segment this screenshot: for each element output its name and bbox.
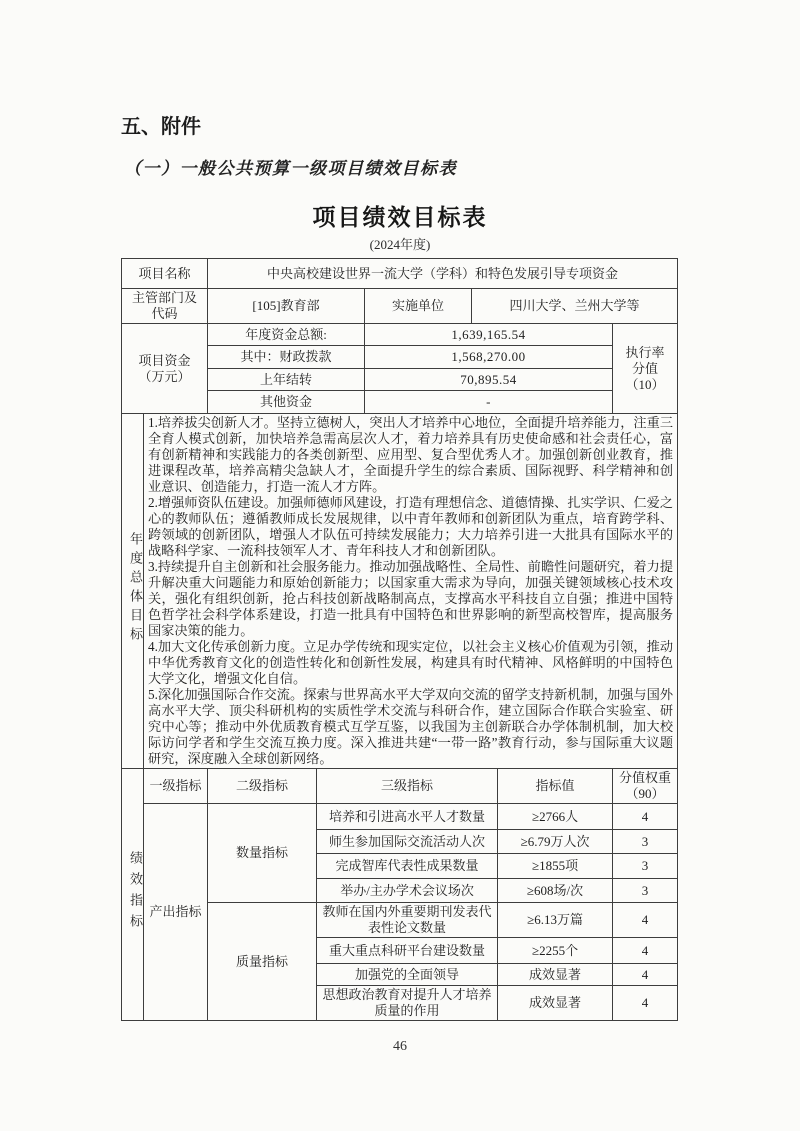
- indicator-name: 加强党的全面领导: [317, 964, 498, 986]
- indicator-value: 成效显著: [498, 986, 613, 1021]
- indicator-weight: 3: [613, 879, 678, 903]
- indicator-name: 培养和引进高水平人才数量: [317, 804, 498, 830]
- indicator-value: ≥6.13万篇: [498, 903, 613, 938]
- indicator-value: ≥608场/次: [498, 879, 613, 903]
- funds-carryover-label: 上年结转: [208, 369, 365, 391]
- funds-carryover-value: 70,895.54: [365, 369, 613, 391]
- indicator-weight: 4: [613, 903, 678, 938]
- funds-fiscal-label: 其中：财政拨款: [208, 346, 365, 369]
- funds-total-value: 1,639,165.54: [365, 324, 613, 346]
- funds-fiscal-value: 1,568,270.00: [365, 346, 613, 369]
- table-title: 项目绩效目标表: [312, 204, 488, 230]
- annual-goal-text: [144, 414, 678, 769]
- table-year: (2024年度): [369, 237, 431, 252]
- department-value: [105]教育部: [208, 289, 365, 324]
- funds-row-total: [122, 324, 678, 346]
- level1-output: 产出指标: [144, 804, 208, 1021]
- indicator-weight: 4: [613, 938, 678, 964]
- header-level2: 二级指标: [208, 769, 317, 804]
- department-row: [122, 289, 678, 324]
- department-label: 主管部门及代码: [122, 289, 208, 324]
- indicators-label: 绩效指标: [122, 769, 144, 1021]
- indicator-weight: 4: [613, 986, 678, 1021]
- indicator-name: 师生参加国际交流活动人次: [317, 830, 498, 854]
- performance-target-table: [121, 258, 678, 1021]
- indicator-name: 教师在国内外重要期刊发表代表性论文数量: [317, 903, 498, 938]
- indicator-value: ≥1855项: [498, 854, 613, 879]
- project-name-value: 中央高校建设世界一流大学（学科）和特色发展引导专项资金: [208, 259, 678, 289]
- goal-paragraph: 5.深化加强国际合作交流。探索与世界高水平大学双向交流的留学支持新机制，加强与国外高水平大学、顶尖科研机构的实质性学术交流与科研合作，建立国际合作联合实验室、研究中心等；推动中外优质教育模式互学互鉴，以我国为主创新联合办学体制机制，加大校际访问学者和学生交流互换力度。深入推进共建“一带一路”教育行动，参与国际重大议题研究，深度融入全球创新网络。: [148, 687, 674, 766]
- implement-unit-label: 实施单位: [365, 289, 472, 324]
- indicator-name: 举办/主办学术会议场次: [317, 879, 498, 903]
- goal-paragraph: 3.持续提升自主创新和社会服务能力。推动加强战略性、全局性、前瞻性问题研究，着力提升解决重大问题能力和原始创新能力；以国家重大需求为导向，加强关键领域核心技术攻关，强化有组织创新，抢占科技创新战略制高点，支撑高水平科技自立自强；推进中国特色哲学社会科学体系建设，打造一批具有中国特色和世界影响的新型高校智库，提高服务国家决策的能力。: [148, 559, 674, 638]
- header-value: 指标值: [498, 769, 613, 804]
- indicator-weight: 3: [613, 830, 678, 854]
- project-name-label: 项目名称: [122, 259, 208, 289]
- section-heading: 五、附件: [121, 116, 201, 138]
- implement-unit-value: 四川大学、兰州大学等: [472, 289, 678, 324]
- execution-rate-score: 执行率 分值（10）: [613, 324, 678, 414]
- level2-quantity: 数量指标: [208, 804, 317, 903]
- header-weight: 分值权重 （90）: [613, 769, 678, 804]
- annual-goal-row: [122, 414, 678, 769]
- funds-other-label: 其他资金: [208, 391, 365, 414]
- indicator-row: [122, 804, 678, 830]
- indicator-name: 完成智库代表性成果数量: [317, 854, 498, 879]
- indicator-name: 重大重点科研平台建设数量: [317, 938, 498, 964]
- goal-paragraph: 1.培养拔尖创新人才。坚持立德树人，突出人才培养中心地位，全面提升培养能力，注重三全育人模式创新，加快培养急需高层次人才，着力培养具有历史使命感和社会责任心，富有创新精神和实践能力的各类创新型、应用型、复合型优秀人才。加强创新创业教育，推进课程改革，培养高精尖急缺人才，全面提升学生的综合素质、国际视野、科学精神和创业意识、创造能力，打造一流人才方阵。: [148, 415, 674, 494]
- funds-total-label: 年度资金总额:: [208, 324, 365, 346]
- header-level1: 一级指标: [144, 769, 208, 804]
- header-level3: 三级指标: [317, 769, 498, 804]
- project-name-row: [122, 259, 678, 289]
- page-number: 46: [393, 1039, 407, 1054]
- indicator-value: ≥2255个: [498, 938, 613, 964]
- indicator-weight: 4: [613, 804, 678, 830]
- goal-paragraph: 2.增强师资队伍建设。加强师德师风建设，打造有理想信念、道德情操、扎实学识、仁爱之心的教师队伍；遵循教师成长发展规律，以中青年教师和创新团队为重点，培育跨学科、跨领域的创新团队，增强人才队伍可持续发展能力；大力培养引进一大批具有国际水平的战略科学家、一流科技领军人才、青年科技人才和创新团队。: [148, 495, 674, 558]
- indicator-weight: 3: [613, 854, 678, 879]
- goal-paragraph: 4.加大文化传承创新力度。立足办学传统和现实定位，以社会主义核心价值观为引领，推动中华优秀教育文化的创造性转化和创新性发展，构建具有时代精神、风格鲜明的中国特色大学文化，增强文化自信。: [148, 639, 674, 686]
- indicator-value: 成效显著: [498, 964, 613, 986]
- funds-label: 项目资金 （万元）: [122, 324, 208, 414]
- level2-quality: 质量指标: [208, 903, 317, 1021]
- indicator-value: ≥2766人: [498, 804, 613, 830]
- annual-goal-label: 年度总体目标: [122, 414, 144, 769]
- subsection-heading: （一）一般公共预算一级项目绩效目标表: [124, 159, 457, 178]
- indicator-weight: 4: [613, 964, 678, 986]
- indicator-header-row: [122, 769, 678, 804]
- indicator-value: ≥6.79万人次: [498, 830, 613, 854]
- indicator-name: 思想政治教育对提升人才培养质量的作用: [317, 986, 498, 1021]
- funds-other-value: -: [365, 391, 613, 414]
